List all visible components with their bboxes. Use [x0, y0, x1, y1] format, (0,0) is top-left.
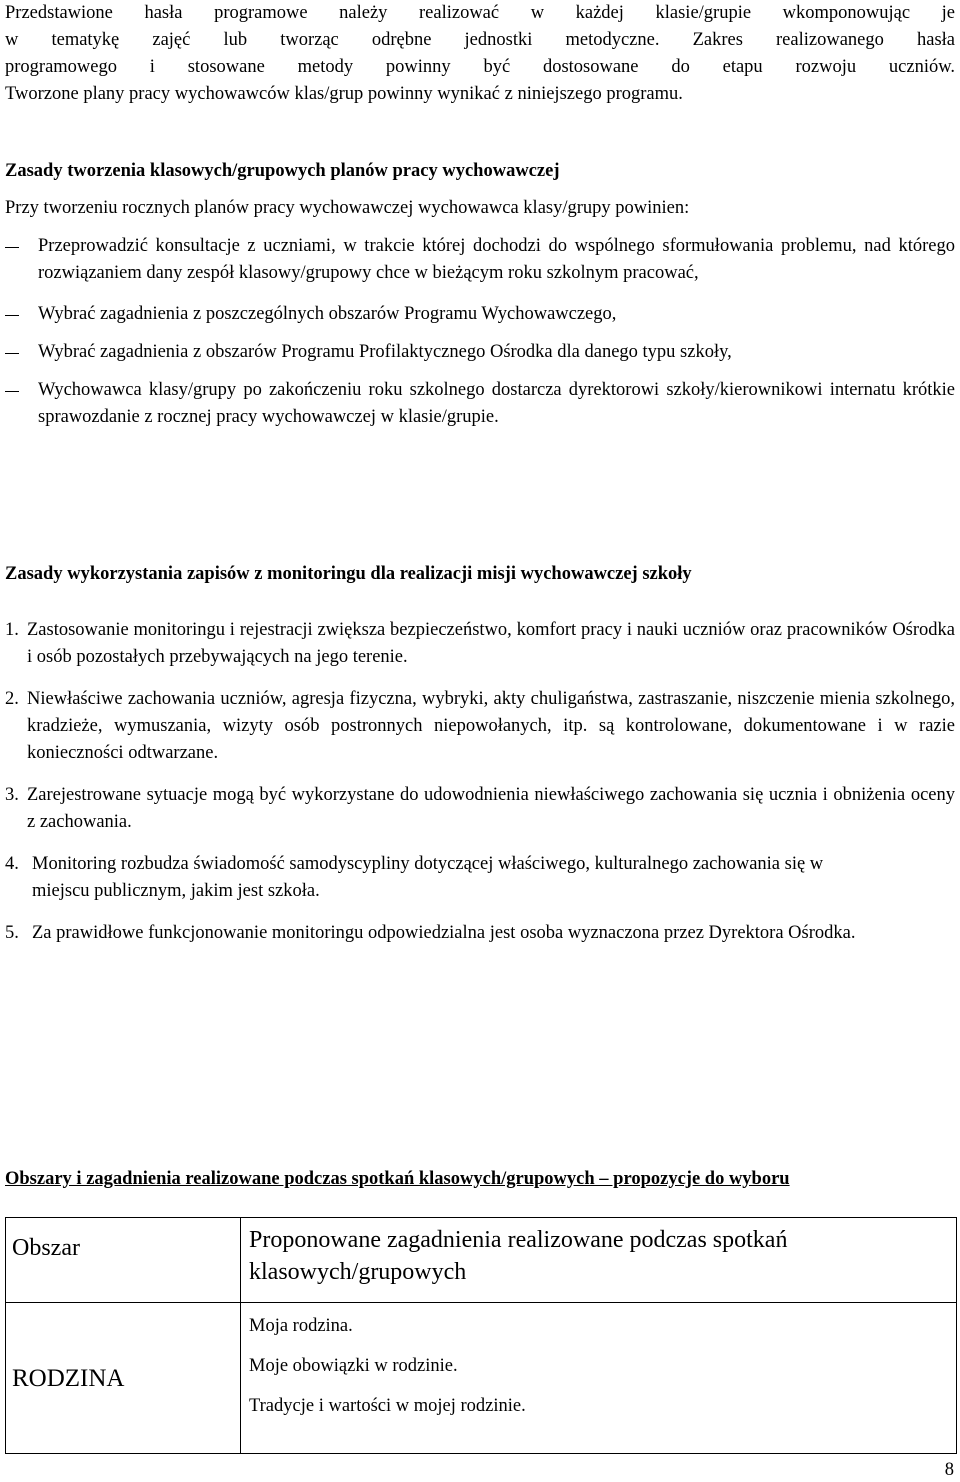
numbered-item — [5, 782, 955, 836]
topic-item: Moje obowiązki w rodzinie. — [249, 1356, 458, 1376]
section-areas — [5, 1166, 955, 1193]
item-number: 5. — [5, 923, 19, 943]
item-text: Za prawidłowe funkcjonowanie monitoringu odpowiedzialna jest osoba wyznaczona przez Dyrektora Ośrodka. — [32, 923, 856, 943]
item-text: Monitoring rozbudza świadomość samodyscypliny dotyczącej właściwego, kulturalnego zachowania się w miejscu publicznym, jakim jest szkoła. — [32, 854, 824, 901]
intro-line: programowego i stosowane metody powinny być dostosowane do etapu rozwoju uczniów. — [5, 57, 955, 77]
table-cell-area: RODZINA — [6, 1303, 241, 1454]
list-item: Wybrać zagadnienia z poszczególnych obszarów Programu Wychowawczego, — [38, 304, 617, 324]
section-plans — [5, 158, 955, 431]
topic-item: Tradycje i wartości w mojej rodzinie. — [249, 1396, 526, 1416]
list-item: Wychowawca klasy/grupy po zakończeniu roku szkolnego dostarcza dyrektorowi szkoły/kierownikowi internatu krótkie sprawozdanie z rocznej pracy wychowawczej w klasie/grupie. — [38, 380, 955, 427]
item-number: 3. — [5, 785, 19, 805]
table-header-topics: Proponowane zagadnienia realizowane podczas spotkań klasowych/grupowych — [241, 1218, 957, 1303]
item-number: 1. — [5, 620, 19, 640]
item-number: 2. — [5, 689, 19, 709]
item-number: 4. — [5, 854, 19, 874]
table-header-row — [6, 1218, 957, 1303]
numbered-item — [5, 851, 955, 905]
areas-table — [5, 1217, 957, 1454]
numbered-item — [5, 920, 955, 947]
table-header-area: Obszar — [6, 1218, 241, 1303]
section-heading: Obszary i zagadnienia realizowane podczas spotkań klasowych/grupowych – propozycje do wyboru — [5, 1169, 790, 1189]
numbered-item — [5, 686, 955, 767]
section-heading: Zasady tworzenia klasowych/grupowych planów pracy wychowawczej — [5, 161, 560, 181]
intro-line: Przedstawione hasła programowe należy realizować w każdej klasie/grupie wkomponowując je — [5, 3, 955, 23]
topic-item: Moja rodzina. — [249, 1316, 353, 1336]
section-heading: Zasady wykorzystania zapisów z monitoringu dla realizacji misji wychowawczej szkoły — [5, 564, 692, 584]
page-number: 8 — [944, 1460, 954, 1480]
list-item: Wybrać zagadnienia z obszarów Programu Profilaktycznego Ośrodka dla danego typu szkoły, — [38, 342, 732, 362]
section-lead: Przy tworzeniu rocznych planów pracy wychowawczej wychowawca klasy/grupy powinien: — [5, 198, 690, 218]
list-item: Przeprowadzić konsultacje z uczniami, w trakcie której dochodzi do wspólnego sformułowania problemu, nad którego rozwiązaniem dany zespół klasowy/grupowy chce w bieżącym roku szkolnym pracować, — [38, 236, 955, 283]
intro-line: w tematykę zajęć lub tworząc odrębne jednostki metodyczne. Zakres realizowanego hasła — [5, 30, 955, 50]
plan-items-list — [5, 233, 955, 431]
item-text: Zastosowanie monitoringu i rejestracji zwiększa bezpieczeństwo, komfort pracy i nauki uczniów oraz pracowników Ośrodka i osób pozostałych przebywających na jego terenie. — [27, 620, 955, 667]
intro-line: Tworzone plany pracy wychowawców klas/grup powinny wynikać z niniejszego programu. — [5, 84, 683, 104]
numbered-item — [5, 617, 955, 671]
intro-paragraph — [5, 0, 955, 108]
item-text: Niewłaściwe zachowania uczniów, agresja fizyczna, wybryki, akty chuligaństwa, zastraszanie, niszczenie mienia szkolnego, kradzieże, wymuszania, wizyty osób postronnych niepowołanych, itp. są kontrolowane, dokumentowane i w razie konieczności odtwarzane. — [27, 689, 955, 763]
section-monitoring — [5, 561, 955, 947]
item-text: Zarejestrowane sytuacje mogą być wykorzystane do udowodnienia niewłaściwego zachowania się ucznia i obniżenia oceny z zachowania. — [27, 785, 955, 832]
table-row — [6, 1303, 957, 1454]
table-cell-topics — [241, 1303, 957, 1454]
